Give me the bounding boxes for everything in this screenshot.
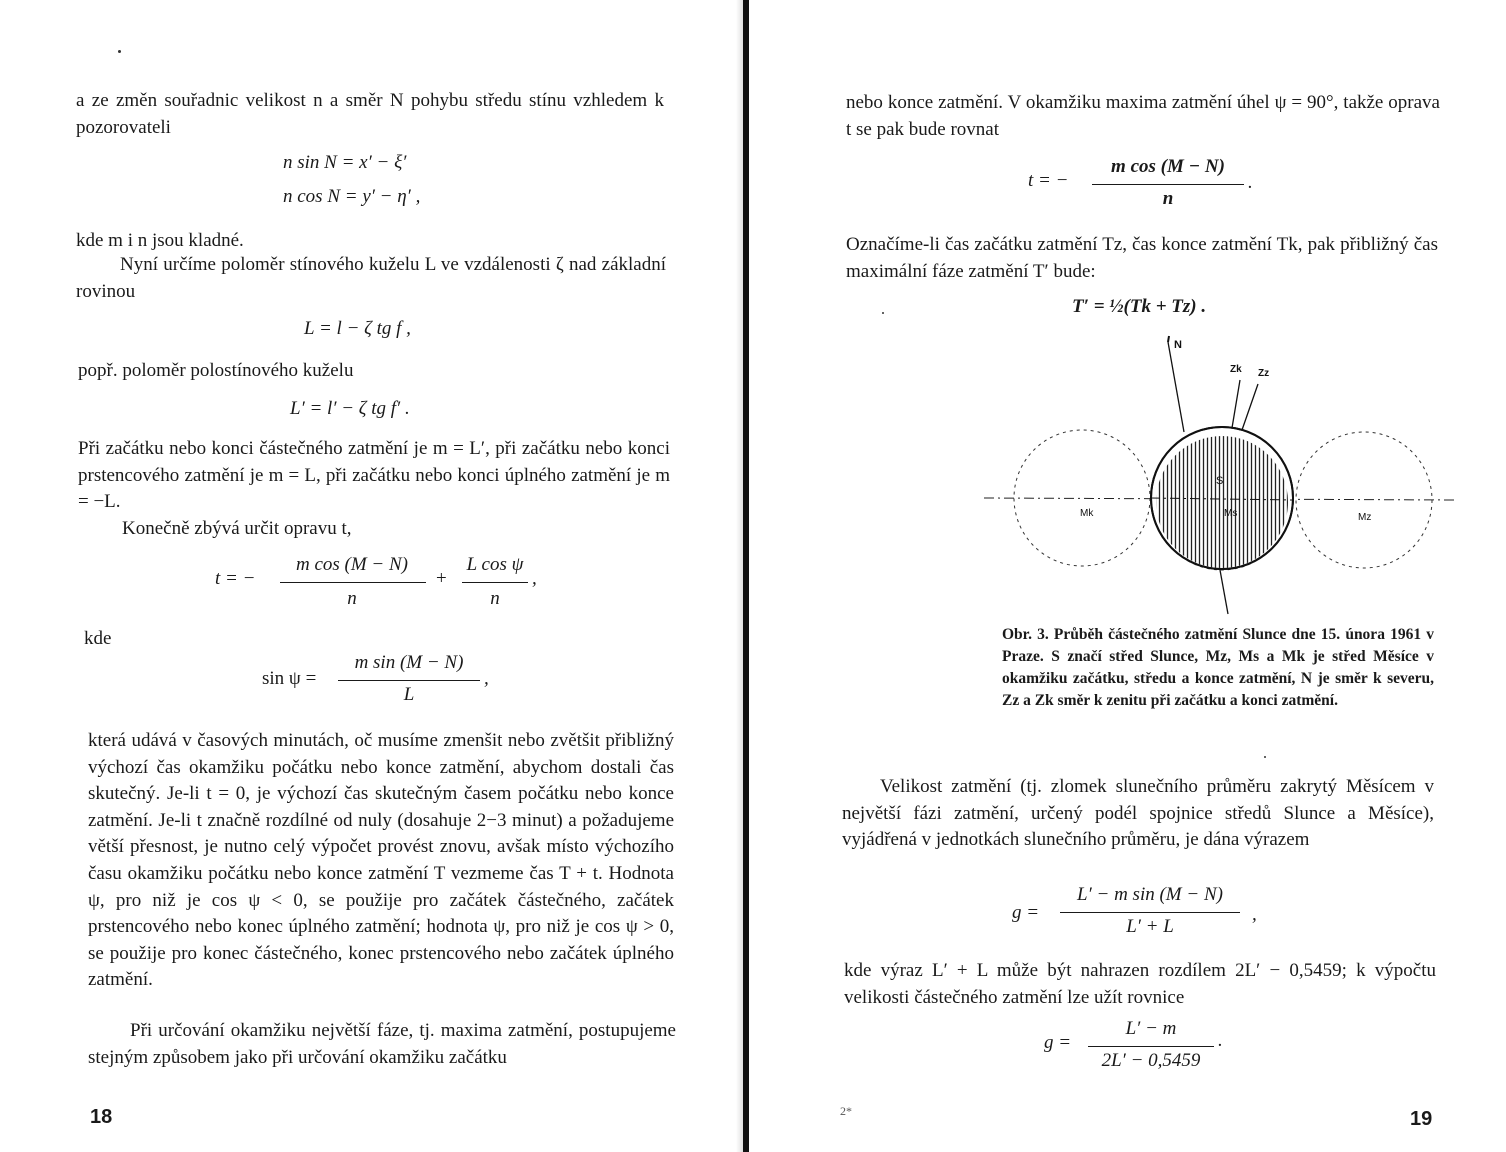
fraction-denominator: n xyxy=(490,588,500,609)
equation: n sin N = x′ − ξ′ xyxy=(283,152,407,173)
punctuation: . xyxy=(1248,172,1253,193)
figure-caption: Obr. 3. Průběh částečného zatmění Slunce dne 15. února 1961 v Praze. S značí střed Slunce, Mz, Ms a Mk je střed Měsíce v okamžiku začátku, středu a konce zatmění, N je směr k severu, Zz a Zk směr k zenitu při začátku a konci zatmění. xyxy=(1002,626,1434,709)
speck xyxy=(118,50,121,53)
speck xyxy=(1264,756,1266,758)
left-page xyxy=(0,0,745,1152)
fraction-bar xyxy=(280,582,426,583)
equation: T′ = ½(Tk + Tz) . xyxy=(1072,296,1207,317)
moon-mk-circle xyxy=(1014,430,1150,566)
paragraph: kde výraz L′ + L může být nahrazen rozdílem 2L′ − 0,5459; k výpočtu velikosti částečného zatmění lze užít rovnice xyxy=(844,960,1436,1008)
fraction-numerator: L′ − m xyxy=(1125,1018,1177,1039)
equation: L = l − ζ tg f , xyxy=(304,318,411,339)
label-s: S xyxy=(1216,475,1224,487)
label-zk: Zk xyxy=(1230,364,1242,375)
punctuation: , xyxy=(1252,904,1257,925)
paragraph: Při začátku nebo konci částečného zatmění je m = L′, při začátku nebo konci prstencového zatmění je m = L, při začátku nebo konci úplného zatmění je m = −L. xyxy=(78,438,670,512)
label-zz: Zz xyxy=(1258,368,1270,379)
label-mz: Mz xyxy=(1358,512,1372,523)
gutter-shadow xyxy=(736,0,743,1152)
paragraph: nebo konce zatmění. V okamžiku maxima zatmění úhel ψ = 90°, takže oprava t se pak bude rovnat xyxy=(846,92,1440,140)
label-ms: Ms xyxy=(1224,508,1238,519)
paragraph: Nyní určíme poloměr stínového kuželu L ve vzdálenosti ζ nad základní rovinou xyxy=(76,254,666,302)
fraction-denominator: n xyxy=(1162,188,1174,209)
signature-mark: 2* xyxy=(840,1104,852,1118)
equation-lhs: sin ψ = xyxy=(262,668,317,689)
fraction-bar xyxy=(338,680,480,681)
fraction-numerator: m sin (M − N) xyxy=(354,652,464,673)
south-line xyxy=(1220,570,1228,614)
paragraph: Velikost zatmění (tj. zlomek slunečního průměru zakrytý Měsícem v největší fázi zatmění, určený podél spojnice středů Slunce a Měsíce), vyjádřená v jednotkách slunečního průměru, je dána výrazem xyxy=(842,776,1434,850)
paragraph: která udává v časových minutách, oč musíme zmenšit nebo zvětšit přibližný výchozí čas okamžiku počátku nebo konce zatmění, abychom dostali čas skutečný. Je-li t = 0, je výchozí čas skutečným časem počátku nebo konce zatmění. Je-li t značně rozdílné od nuly (dosahuje 2−3 minut) a požadujeme větší přesnost, je nutno celý výpočet provést znovu, avšak místo výchozího času okamžiku počátku nebo konce zatmění T vezmeme čas T + t. Hodnota ψ, pro niž je cos ψ < 0, se použije pro začátek částečného, začátek prstencového nebo konec úplného zatmění; hodnota ψ, pro niž je cos ψ > 0, se použije pro konec částečného, konec prstencového nebo začátek úplného zatmění. xyxy=(88,730,674,991)
equation-lhs: t = − xyxy=(1028,170,1069,191)
right-page xyxy=(752,0,1506,1152)
punctuation: , xyxy=(484,668,489,689)
fraction-bar xyxy=(1092,184,1244,185)
fraction-numerator: m cos (M − N) xyxy=(295,554,409,575)
speck xyxy=(882,312,884,314)
fraction-denominator: n xyxy=(347,588,357,609)
fraction-denominator: 2L′ − 0,5459 xyxy=(1101,1050,1201,1071)
zenith-zk-line xyxy=(1232,380,1240,428)
paragraph: Při určování okamžiku největší fáze, tj. maxima zatmění, postupujeme stejným způsobem jako při určování okamžiku začátku xyxy=(88,1020,676,1068)
fraction-bar xyxy=(462,582,528,583)
fraction-denominator: L xyxy=(403,684,415,705)
paragraph: Konečně zbývá určit opravu t, xyxy=(122,518,352,539)
page-number: 19 xyxy=(1410,1108,1433,1130)
punctuation: . xyxy=(1218,1030,1223,1051)
plus-sign: + xyxy=(436,568,447,589)
punctuation: , xyxy=(532,568,537,589)
label-n: N xyxy=(1174,339,1182,351)
equation-lhs: t = − xyxy=(215,568,256,589)
paragraph: a ze změn souřadnic velikost n a směr N pohybu středu stínu vzhledem k pozorovateli xyxy=(76,90,664,138)
fraction-numerator: L′ − m sin (M − N) xyxy=(1077,884,1223,905)
equation-lhs: g = xyxy=(1012,902,1040,923)
paragraph: kde m i n jsou kladné. xyxy=(76,230,244,251)
book-gutter xyxy=(743,0,749,1152)
label-mk: Mk xyxy=(1080,508,1094,519)
fraction-bar xyxy=(1088,1046,1214,1047)
equation: L′ = l′ − ζ tg f′ . xyxy=(290,398,410,419)
fraction-bar xyxy=(1060,912,1240,913)
covered-area xyxy=(1156,436,1288,568)
equation: n cos N = y′ − η′ , xyxy=(283,186,421,207)
paragraph: Označíme-li čas začátku zatmění Tz, čas konce zatmění Tk, pak přibližný čas maximální fáze zatmění T′ bude: xyxy=(846,234,1438,282)
paragraph: kde xyxy=(84,628,112,649)
fraction-numerator: L cos ψ xyxy=(466,554,524,575)
fraction-numerator: m cos (M − N) xyxy=(1111,156,1225,177)
page-number: 18 xyxy=(90,1106,113,1128)
paragraph: popř. poloměr polostínového kuželu xyxy=(78,360,354,381)
zenith-zz-line xyxy=(1242,384,1258,430)
fraction-denominator: L′ + L xyxy=(1126,916,1174,937)
eclipse-figure xyxy=(978,330,1462,620)
equation-lhs: g = xyxy=(1044,1032,1072,1053)
north-line xyxy=(1168,342,1184,432)
